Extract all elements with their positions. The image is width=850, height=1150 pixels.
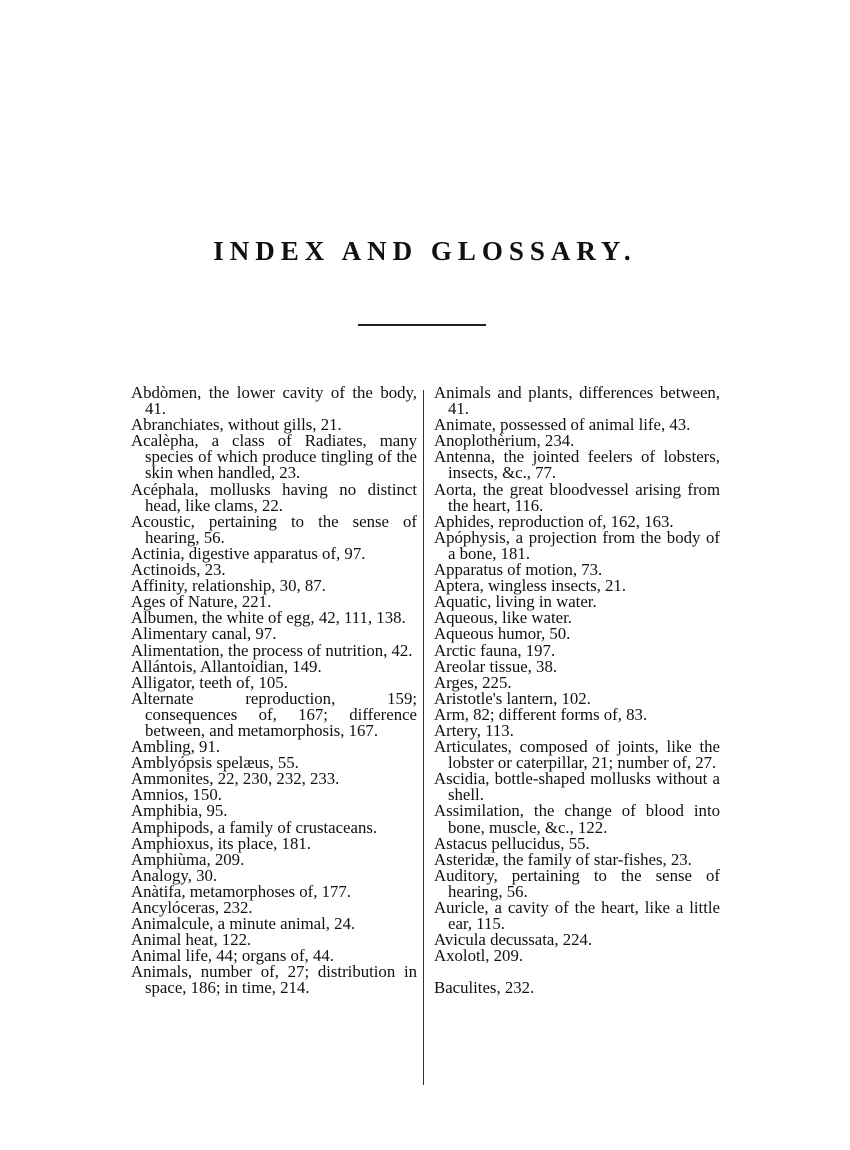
index-entry: Acoustic, pertaining to the sense of hearing, 56. bbox=[131, 511, 417, 547]
index-entry: Antenna, the jointed feelers of lobsters, insects, &c., 77. bbox=[434, 447, 720, 483]
index-entry: Ascidia, bottle-shaped mollusks without a shell. bbox=[434, 769, 720, 805]
page-title: INDEX AND GLOSSARY. bbox=[213, 236, 637, 266]
index-entry: Auditory, pertaining to the sense of hearing, 56. bbox=[434, 865, 720, 901]
index-entry: Amphioxus, its place, 181. bbox=[131, 833, 311, 853]
title-rule bbox=[358, 324, 486, 326]
index-column-left bbox=[131, 385, 417, 997]
index-entry: Alimentary canal, 97. bbox=[131, 624, 277, 644]
index-entry: Aquatic, living in water. bbox=[434, 592, 597, 612]
index-entry: Asteridæ, the family of star-fishes, 23. bbox=[434, 849, 692, 869]
index-entry: Albumen, the white of egg, 42, 111, 138. bbox=[131, 608, 406, 628]
index-entry: Alligator, teeth of, 105. bbox=[131, 672, 288, 692]
index-entry: Amphiùma, 209. bbox=[131, 849, 245, 869]
index-entry: Animal life, 44; organs of, 44. bbox=[131, 946, 334, 966]
index-entry: Animals and plants, differences between, 41. bbox=[434, 383, 720, 419]
index-entry: Ages of Nature, 221. bbox=[131, 592, 272, 612]
index-entry: Aqueous, like water. bbox=[434, 608, 572, 628]
index-entry: Auricle, a cavity of the heart, like a little ear, 115. bbox=[434, 898, 720, 934]
index-entry: Animals, number of, 27; distribution in space, 186; in time, 214. bbox=[131, 962, 417, 998]
index-entry: Baculites, 232. bbox=[434, 978, 535, 998]
index-entry: Articulates, composed of joints, like the lobster or caterpillar, 21; number of, 27. bbox=[434, 737, 720, 773]
index-entry: Affinity, relationship, 30, 87. bbox=[131, 576, 326, 596]
index-entry: Acéphala, mollusks having no distinct head, like clams, 22. bbox=[131, 479, 417, 515]
index-entry: Arctic fauna, 197. bbox=[434, 640, 556, 660]
index-entry: Aristotle's lantern, 102. bbox=[434, 688, 591, 708]
index-entry: Avicula decussata, 224. bbox=[434, 930, 593, 950]
index-entry: Acalèpha, a class of Radiates, many species of which produce tingling of the skin when handled, 23. bbox=[131, 431, 417, 483]
index-entry: Abdòmen, the lower cavity of the body, 41. bbox=[131, 383, 417, 419]
index-entry: Animalcule, a minute animal, 24. bbox=[131, 914, 356, 934]
index-entry: Abranchiates, without gills, 21. bbox=[131, 415, 342, 435]
index-entry: Anoplothèrium, 234. bbox=[434, 431, 575, 451]
index-entry: Assimilation, the change of blood into bone, muscle, &c., 122. bbox=[434, 801, 720, 837]
index-entry: Amnios, 150. bbox=[131, 785, 222, 805]
index-entry: Alternate reproduction, 159; consequences of, 167; difference between, and metamorphosis, 167. bbox=[131, 688, 417, 740]
index-entry: Aptera, wingless insects, 21. bbox=[434, 576, 627, 596]
column-divider bbox=[423, 390, 424, 1085]
index-entry: Aqueous humor, 50. bbox=[434, 624, 571, 644]
index-entry: Arm, 82; different forms of, 83. bbox=[434, 704, 648, 724]
index-entry: Astacus pellucidus, 55. bbox=[434, 833, 590, 853]
index-entry: Alimentation, the process of nutrition, 42. bbox=[131, 640, 413, 660]
index-entry: Amphibia, 95. bbox=[131, 801, 228, 821]
index-entry: Analogy, 30. bbox=[131, 865, 218, 885]
index-entry: Aorta, the great bloodvessel arising from the heart, 116. bbox=[434, 479, 720, 515]
index-entry: Allántois, Allantoidian, 149. bbox=[131, 656, 322, 676]
index-entry: Ancylóceras, 232. bbox=[131, 898, 253, 917]
index-entry: Aphides, reproduction of, 162, 163. bbox=[434, 511, 674, 531]
index-entry: Amblyópsis spelæus, 55. bbox=[131, 753, 299, 773]
index-column-right bbox=[434, 385, 720, 996]
index-entry: Animate, possessed of animal life, 43. bbox=[434, 415, 691, 435]
index-entry: Ambling, 91. bbox=[131, 737, 221, 757]
index-entry: Actinoids, 23. bbox=[131, 560, 226, 580]
index-entry: Areolar tissue, 38. bbox=[434, 656, 558, 676]
index-entry: Artery, 113. bbox=[434, 720, 514, 740]
index-entry: Arges, 225. bbox=[434, 672, 512, 692]
index-entry: Actinia, digestive apparatus of, 97. bbox=[131, 543, 366, 563]
index-entry: Axolotl, 209. bbox=[434, 946, 524, 966]
index-entry: Animal heat, 122. bbox=[131, 930, 252, 950]
index-entry: Apparatus of motion, 73. bbox=[434, 560, 603, 580]
index-entry: Apóphysis, a projection from the body of a bone, 181. bbox=[434, 527, 720, 563]
index-entry: Ammonites, 22, 230, 232, 233. bbox=[131, 769, 340, 789]
index-entry: Anàtifa, metamorphoses of, 177. bbox=[131, 881, 351, 901]
index-entry: Amphipods, a family of crustaceans. bbox=[131, 817, 378, 837]
